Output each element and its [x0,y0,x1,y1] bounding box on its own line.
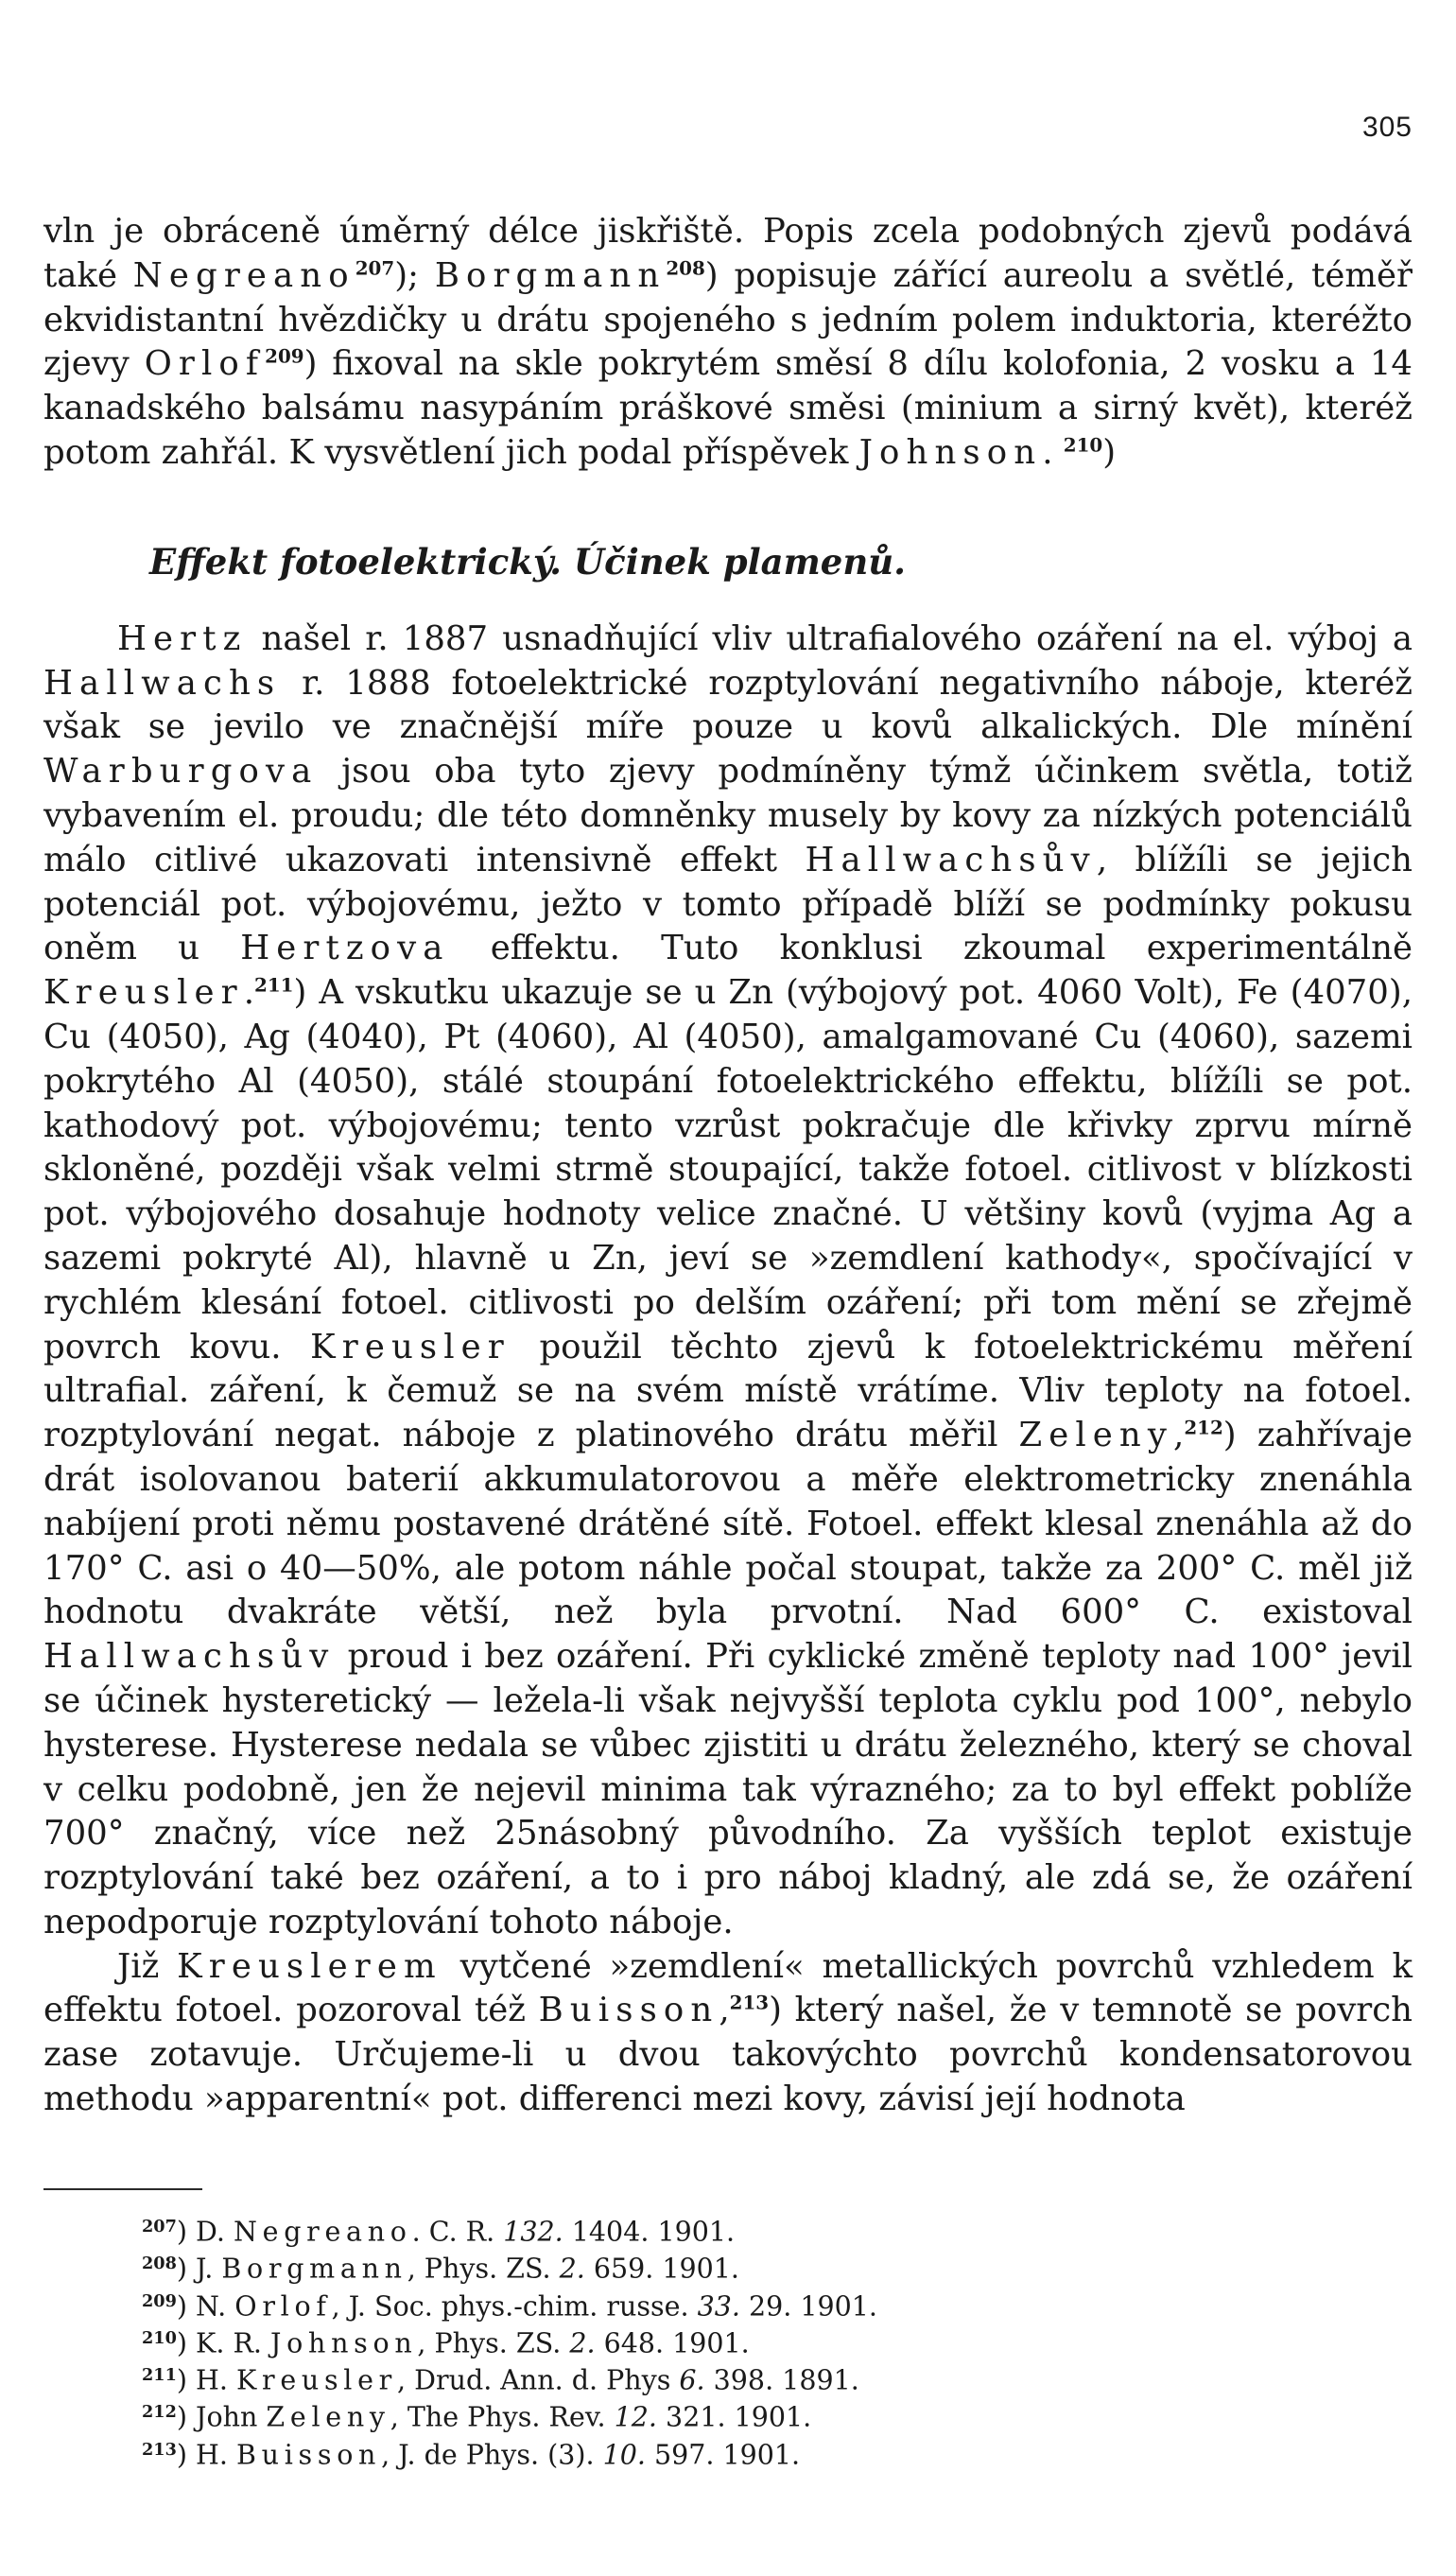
footnote-ref: 211 [254,973,294,997]
footnote-ref: 207 [355,256,395,280]
author-name: Hertzova [240,929,450,968]
author-name: Borgmann [434,255,667,295]
footnote: $^{207}$) D. Negreano. C. R. 132. 1404. 1901. [142,2216,736,2248]
author-name: Warburgova [43,752,319,792]
footnote: $^{213}$) H. Buisson, J. de Phys. (3). 10. 597. 1901. [142,2439,801,2471]
author-name: Borgmann [221,2254,407,2285]
volume: 33. [697,2290,740,2323]
author-name: Buisson [236,2439,382,2471]
volume: 2. [569,2327,596,2359]
volume: 12. [614,2402,657,2434]
footnote-ref: 209 [265,345,304,369]
author-name: Hallwachsův [805,840,1097,879]
author-name: Hertz [117,618,248,658]
footnote-number: 209 [142,2290,177,2311]
footnote-number: 210 [142,2327,177,2348]
footnotes [142,2211,1371,2471]
author-name: Hallwachsův [43,1637,336,1677]
footnote: $^{210}$) K. R. Johnson, Phys. ZS. 2. 648. 1901. [142,2327,750,2359]
author-name: Kreusler [310,1327,511,1366]
author-name: Buisson [538,1991,719,2030]
author-name: Orlof [144,344,266,384]
author-name: Johnson [270,2327,418,2359]
author-name: Kreuslerem [177,1946,442,1986]
volume: 2. [559,2254,585,2285]
footnote-number: 207 [142,2217,177,2237]
footnote-ref: 210 [1063,433,1103,457]
paragraph-3: Již Kreuslerem vytčené »zemdlení« metallických povrchů vzhledem k effektu fotoel. pozoroval též Buisson,$^{213}$) který našel, že v temnotě se povrch zase zotavuje. Určujeme-li u dvou takovýchto povrchů kondensatorovou methodu »apparentní« pot. differenci mezi kovy, závisí její hodnota [43,1946,1413,2119]
author-name: Kreusler [236,2364,397,2396]
author-name: Zeleny [266,2402,390,2434]
page-number: 305 [1361,112,1413,143]
author-name: Negreano [132,255,355,295]
author-name: Orlof [234,2290,332,2323]
footnote: $^{209}$) N. Orlof, J. Soc. phys.-chim. russe. 33. 29. 1901. [142,2290,877,2323]
author-name: Johnson [858,432,1043,472]
footnote-divider [43,2188,202,2190]
volume: 10. [602,2439,646,2471]
footnote: $^{211}$) H. Kreusler, Drud. Ann. d. Phys 6. 398. 1891. [142,2364,859,2396]
author-name: Hallwachs [43,663,282,703]
footnote-number: 212 [142,2402,177,2423]
footnote: $^{208}$) J. Borgmann, Phys. ZS. 2. 659. 1901. [142,2254,739,2285]
paragraph-1: vln je obráceně úměrný délce jiskřiště. Popis zcela podobných zjevů podává také Negreano$^{207}$); Borgmann$^{208}$) popisuje zářící aureolu a světlé, téměř ekvidistantní hvězdičky u drátu spojeného s jedním polem induktoria, kteréžto zjevy Orlof$^{209}$) fixoval na skle pokrytém směsí 8 dílu kolofonia, 2 vosku a 14 kanadského balsámu nasypáním práškové směsi (minium a sirný květ), kteréž potom zahřál. K vysvětlení jich podal příspěvek Johnson. $^{210}$) [43,212,1413,472]
footnote-ref: 213 [729,1992,770,2015]
paragraph-2: Hertz našel r. 1887 usnadňující vliv ultrafialového ozáření na el. výboj a Hallwachs r. 1888 fotoelektrické rozptylování negativního náboje, kteréž však se jevilo ve značnější míře pouze u kovů alkalických. Dle mínění Warburgova jsou oba tyto zjevy podmíněny týmž účinkem světla, totiž vybavením el. proudu; dle této domněnky musely by kovy za nízkých potenciálů málo citlivé ukazovati intensivně effekt Hallwachsův, blížíli se jejich potenciál pot. výbojovému, ježto v tomto případě blíží se podmínky pokusu oněm u Hertzova effektu. Tuto konklusi zkoumal experimentálně Kreusler.$^{211}$) A vskutku ukazuje se u Zn (výbojový pot. 4060 Volt), Fe (4070), Cu (4050), Ag (4040), Pt (4060), Al (4050), amalgamované Cu (4060), sazemi pokrytého Al (4050), stálé stoupání fotoelektrického effektu, blížíli se pot. kathodový pot. výbojovému; tento vzrůst pokračuje dle křivky zprvu mírně skloněné, později však velmi strmě stoupající, takže fotoel. citlivost v blízkosti pot. výbojového dosahuje hodnoty velice značné. U většiny kovů (vyjma Ag a sazemi pokryté Al), hlavně u Zn, jeví se »zemdlení kathody«, spočívající v rychlém klesání fotoel. citlivosti po delším ozáření; při tom mění se zřejmě povrch kovu. Kreusler použil těchto zjevů k fotoelektrickému měření ultrafial. záření, k čemuž se na svém místě vrátíme. Vliv teploty na fotoel. rozptylování negat. náboje z platinového drátu měřil Zeleny,$^{212}$) zahřívaje drát isolovanou baterií akkumulatorovou a měře elektrometricky znenáhla nabíjení proti němu postavené drátěné sítě. Fotoel. effekt klesal znenáhla až do 170° C. asi o 40—50%, ale potom náhle počal stoupat, takže za 200° C. měl již hodnotu dvakráte větší, než byla prvotní. Nad 600° C. existoval Hallwachsův proud i bez ozáření. Při cyklické změně teploty nad 100° jevil se účinek hysteretický — ležela-li však nejvyšší teplota cyklu pod 100°, nebylo hysterese. Hysterese nedala se vůbec zjistiti u drátu železného, který se choval v celku podobně, jen že nejevil minima tak výrazného; za to byl effekt poblíže 700° značný, více než 25násobný původního. Za vyšších teplot existuje rozptylování také bez ozáření, a to i pro náboj kladný, ale zdá se, že ozáření nepodporuje rozptylování tohoto náboje. [43,618,1413,1941]
footnote: $^{212}$) John Zeleny, The Phys. Rev. 12. 321. 1901. [142,2402,812,2434]
author-name: Kreusler [43,973,244,1013]
volume: 6. [679,2364,705,2396]
volume: 132. [503,2216,563,2248]
footnote-number: 208 [142,2254,177,2274]
footnote-ref: 212 [1184,1416,1223,1439]
footnote-ref: 208 [666,256,705,280]
main-text [43,210,1413,2122]
footnote-number: 213 [142,2439,177,2460]
section-heading: Effekt fotoelektrický. Účinek plamenů. [149,540,906,583]
author-name: Zeleny [1018,1416,1174,1455]
footnote-number: 211 [142,2365,177,2386]
author-name: Negreano [234,2216,412,2248]
